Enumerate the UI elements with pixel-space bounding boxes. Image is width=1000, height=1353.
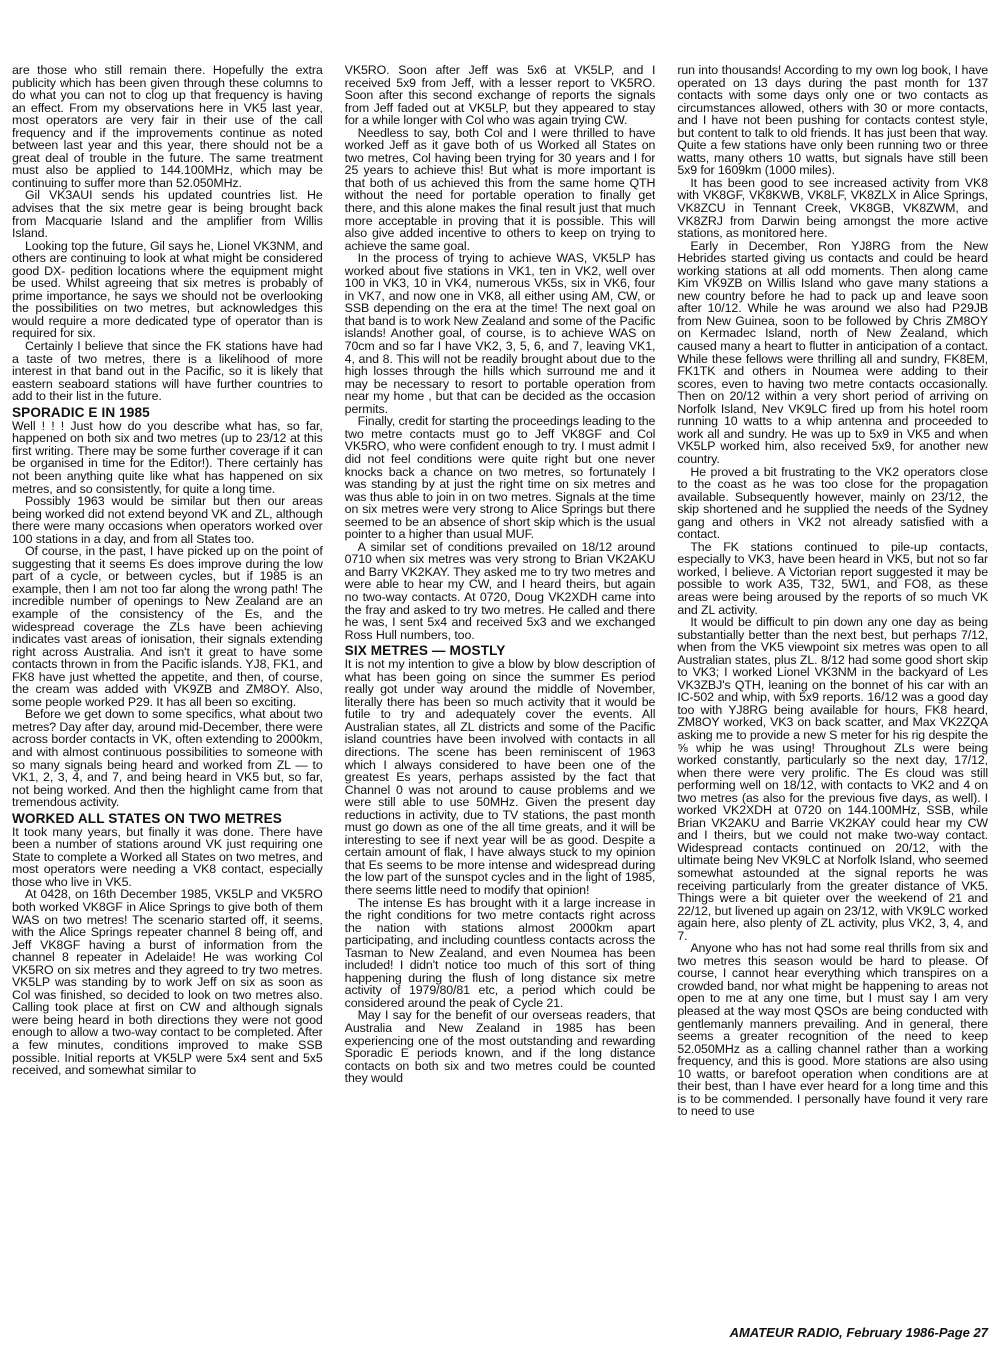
column-2 [345, 64, 656, 1314]
section-heading: SIX METRES — MOSTLY [344, 643, 506, 659]
section-heading: WORKED ALL STATES ON TWO METRES [12, 810, 282, 826]
paragraph: A similar set of conditions prevailed on 18/12 around 0710 when six metres was very strong to Brian VK2AKU and Barry VK2KAY. They asked me to try two metres and were able to hear my CW, and I heard theirs, but again no two-way contacts. At 0720, Doug VK2XDH came into the fray and asked to try two metres. He called and there he was, I sent 5x4 and received 5x3 and we exchanged Ross Hull numbers, too. [344, 539, 656, 642]
paragraph: The FK stations continued to pile-up contacts, especially to VK3, have been heard in VK5, but not so far worked, I believe. A Victorian report suggested it may be possible to work A35, T32, 5W1, and FO8, as these areas were being aroused by the reports of so much VK and ZL activity. [677, 539, 988, 617]
paragraph: It took many years, but finally it was done. There have been a number of stations around VK just requiring one State to complete a Worked all States on two metres, and most operators were needing a VK8 contact, especially those who live in VK5. [12, 824, 323, 889]
article-columns [12, 64, 988, 1314]
paragraph: Possibly 1963 would be similar but then our areas being worked did not extend beyond VK and ZL, although there were many occasions when operators worked over 100 stations in a day, and from all States too. [12, 494, 323, 546]
page-number: -Page 27 [934, 1325, 988, 1340]
section-heading: SPORADIC E IN 1985 [12, 404, 150, 420]
paragraph: May I say for the benefit of our overseas readers, that Australia and New Zealand in 1985 has been experiencing one of the most outstanding and rewarding Sporadic E periods known, and if the long distance contacts on both six and two metres could be counted they would [344, 1008, 656, 1086]
paragraph: It has been good to see increased activity from VK8 with VK8GF, VK8KWB, VK8LF, VK8ZLX in Alice Springs, VK8ZCU in Tennant Creek, VK8GB, VK8ZWM, and VK8ZRJ from Darwin being amongst the more active stations, as monitored here. [677, 175, 988, 241]
paragraph: He proved a bit frustrating to the VK2 operators close to the coast as he was too close for the propagation available. Subsequently however, mainly on 23/12, the skip shortened and he supplied the needs of the Sydney gang and others in VK2 not already satisfied with a contact. [677, 464, 988, 542]
paragraph: Needless to say, both Col and I were thrilled to have worked Jeff as it gave both of us Worked all States on two metres, Col having been trying for 30 years and I for 25 years to achieve this! But what is more important is that both of us achieved this from the same home QTH without the need for portable operation to finally get there, and this alone makes the final result just that much more acceptable in proving that it is possible. This will also give added incentive to others to keep on trying to achieve the same goal. [344, 125, 656, 253]
issue-date: February 1986 [842, 1325, 935, 1340]
column-1 [12, 64, 323, 1314]
paragraph: VK5RO. Soon after Jeff was 5x6 at VK5LP, and I received 5x9 from Jeff, with a lesser report to VK5RO. Soon after this second exchange of reports the signals from Jeff faded out at VK5LP, but they appeared to stay for a while longer with Col who was again trying CW. [344, 64, 656, 128]
paragraph: Finally, credit for starting the proceedings leading to the two metre contacts must go to Jeff VK8GF and Col VK5RO, who were confident enough to try. I must admit I did not feel conditions were quite right but one never knocks back a chance on two metres, so fortunately I was standing by at just the right time on six metres and was thus able to join in on two metres. Signals at the time on six metres were very strong to Alice Springs but there seemed to be an absence of short skip which is the usual pointer to a higher than usual MUF. [344, 414, 656, 542]
paragraph: In the process of trying to achieve WAS, VK5LP has worked about five stations in VK1, ten in VK2, well over 100 in VK3, 10 in VK4, numerous VK5s, six in VK6, four in VK7, and now one in VK8, all either using AM, CW, or SSB depending on the era at the time! The next goal on that band is to work New Zealand and some of the Pacific islands! Another goal, of course, is to achieve WAS on 70cm and so far I have VK2, 3, 5, 6, and 7, leaving VK1, 4, and 8. This will not be readily brought about due to the high losses through the hills which surround me and it may be necessary to resort to portable operation from near my home , but that can be decided as the occasion permits. [344, 251, 656, 416]
paragraph: It is not my intention to give a blow by blow description of what has been going on since the summer Es period really got under way around the middle of November, literally there has been so much activity that it would be futile to try and adequately cover the events. All Australian states, all ZL districts and some of the Pacific island countries have been involved with contacts in all directions. The scene has been reminiscent of 1963 which I always considered to have been one of the greatest Es years, perhaps assisted by the fact that Channel 0 was not around to cause problems and we were still able to use 50MHz. Given the present day reductions in activity, due to TV stations, the past month must go down as one of the all time greats, and it will be interesting to see if next year will be as good. Despite a certain amount of flak, I have always stuck to my opinion that Es seems to be more intense and widespread during the low part of the sunspot cycles and in the light of 1985, there seems little need to modify that opinion! [344, 657, 656, 897]
page-footer [730, 1325, 988, 1340]
paragraph: Of course, in the past, I have picked up on the point of suggesting that it seems Es does improve during the low part of a cycle, or between cycles, but if 1985 is an example, then I am not too far along the wrong path! The incredible number of openings to New Zealand are an example of the consistency of the Es, and the widespread coverage the ZLs have been achieving indicates vast areas of ionisation, their signals extending right across Australia. And isn't it great to have some contacts thrown in from the Pacific islands. YJ8, FK1, and FK8 have just whetted the appetite, and then, of course, the cream was added with VK9ZB and ZM8OY. Also, some people worked P29. It has all been so exciting. [12, 544, 323, 709]
paragraph: At 0428, on 16th December 1985, VK5LP and VK5RO both worked VK8GF in Alice Springs to give both of them WAS on two metres! The scenario started off, it seems, with the Alice Springs repeater channel 8 being off, and Jeff VK8GF having a burst of information from the channel 8 repeater in Adelaide! He was working Col VK5RO on six metres and they agreed to try two metres. VK5LP was standing by to work Jeff on six as soon as Col was finished, so decided to look on two metres also. Calling took place at first on CW and although signals were being heard in both directions they were not good enough to allow a two-way contact to be completed. After a few minutes, conditions improved to make SSB possible. Initial reports at VK5LP were 5x4 sent and 5x5 received, and somewhat similar to [12, 887, 323, 1078]
paragraph: run into thousands! According to my own log book, I have operated on 13 days during the past month for 137 contacts with some days only one or two contacts as circumstances allowed, others with 30 or more contacts, and I have not been pushing for contacts contest style, but content to talk to old friends. It has just been that way. Quite a few stations have only been running two or three watts, many others 10 watts, but signals have still been 5x9 for 1609km (1000 miles). [677, 64, 988, 178]
paragraph: Well ! ! ! Just how do you describe what has, so far, happened on both six and two metres (up to 23/12 at this first writing. There may be some further coverage if it can be organised in time for the Editor!). There certainly has not been anything quite like what has happened on six metres, and so consistently, for quite a long time. [12, 418, 323, 496]
column-3 [677, 64, 988, 1314]
paragraph: Gil VK3AUI sends his updated countries list. He advises that the six metre gear is being brought back from Macquarie Island and the amplifier from Willis Island. [12, 188, 323, 241]
paragraph: Certainly I believe that since the FK stations have had a taste of two metres, there is a likelihood of more interest in that band out in the Pacific, so it is likely that eastern seaboard stations will have further countries to add to their list in the future. [12, 339, 323, 404]
paragraph: It would be difficult to pin down any one day as being substantially better than the next best, but perhaps 7/12, when from the VK5 viewpoint six metres was open to all Australian states, plus ZL. 8/12 had some good short skip to VK3; I worked Lionel VK3NM in the backyard of Les VK3ZBJ's QTH, leaning on the bonnet of his car with an IC-502 and whip, with 5x9 reports. 16/12 was a good day too with YJ8RG being available for hours, FK8 heard, ZM8OY worked, VK3 on back scatter, and Max VK2ZQA asking me to provide a new S meter for his rig despite the ⅝ whip he was using! Throughout ZLs were being worked constantly, particularly so the next day, 17/12, when there were very prolific. The Es cloud was still performing well on 18/12, with contacts to VK2 and 4 on two metres (as also for the previous five days, as well). I worked VK2XDH at 0720 on 144.100MHz, SSB, while Brian VK2AKU and Barrie VK2KAY could hear my CW and I theirs, but we could not make two-way contact. Widespread contacts continued on 20/12, with the ultimate being Nev VK9LC at Norfolk Island, who seemed somewhat astounded at the signal reports he was receiving particularly from the greater distance of VK5. Things were a bit quieter over the weekend of 21 and 22/12, but livened up again on 23/12, with VK9LC worked again here, also plenty of ZL activity, plus VK2, 3, 4, and 7. [677, 615, 988, 943]
paragraph: are those who still remain there. Hopefully the extra publicity which has been given through these columns to do what you can not to clog up that frequency is having an effect. From my observations here in VK5 last year, most operators are very fair in their use of the call frequency and if the improvements continue as noted between last year and this year, there should not be a great deal of trouble in the future. The same treatment must also be applied to 144.100MHz, which may be continuing to suffer more than 52.050MHz. [12, 64, 323, 190]
paragraph: Looking top the future, Gil says he, Lionel VK3NM, and others are continuing to look at what might be considered good DX- pedition locations where the equipment might be used. Whilst agreeing that six metres is probably of prime importance, he says we should not be overlooking the possibilities on two metres, but acknowledges this would require a more dedicated type of operator than is required for six. [12, 238, 323, 341]
paragraph: The intense Es has brought with it a large increase in the right conditions for two metre contacts right across the nation with stations almost 2000km apart participating, and including countless contacts across the Tasman to New Zealand, and even Noumea has been included! I didn't notice too much of this sort of thing happening during the flush of long distance six metre activity of 1979/80/81 etc, a period which could be considered around the peak of Cycle 21. [344, 895, 656, 1010]
paragraph: Early in December, Ron YJ8RG from the New Hebrides started giving us contacts and could be heard working stations at all odd moments. Then along came Kim VK9ZB on Willis Island who gave many stations a new country before he had to pack up and leave soon after 10/12. While he was around we also had P29JB from New Guinea, soon to be followed by Chris ZM8OY on Kermadec Island, north of New Zealand, which caused many a heart to flutter in anticipation of a contact. While these fellows were thrilling all and sundry, FK8EM, FK1TK and others in Noumea were adding to their scores, even to having two metre contacts occasionally. Then on 20/12 within a very short period of arriving on Norfolk Island, Nev VK9LC fired up from his hotel room running 10 watts to a whip antenna and proceeded to work all and sundry. He was up to 5x9 in VK5 and when VK5LP worked him, also received 5x9, for another new country. [677, 238, 988, 466]
paragraph: Before we get down to some specifics, what about two metres? Day after day, around mid-December, there were across border contacts in VK, often extending to 2000km, and with almost continuous possibilities to someone with so many signals being heard and worked from ZL — to VK1, 2, 3, 4, and 7, and being heard in VK5 but, so far, not being worked. And then the highlight came from that tremendous activity. [12, 707, 323, 810]
publication-name: AMATEUR RADIO, [729, 1325, 843, 1340]
paragraph: Anyone who has not had some real thrills from six and two metres this season would be hard to please. Of course, I cannot hear everything which transpires on a crowded band, nor what might be happening to areas not open to me at any one time, but I must say I am very pleased at the way most QSOs are being conducted with gentlemanly manners prevailing. And in general, there seems a greater recognition of the need to keep 52.050MHz as a calling channel rather than a working frequency, and this is good. More stations are also using 10 watts, or barefoot operation when conditions are at their best, than I have ever heard for a long time and this is to be commended. I personally have found it very rare to need to use [677, 941, 988, 1119]
